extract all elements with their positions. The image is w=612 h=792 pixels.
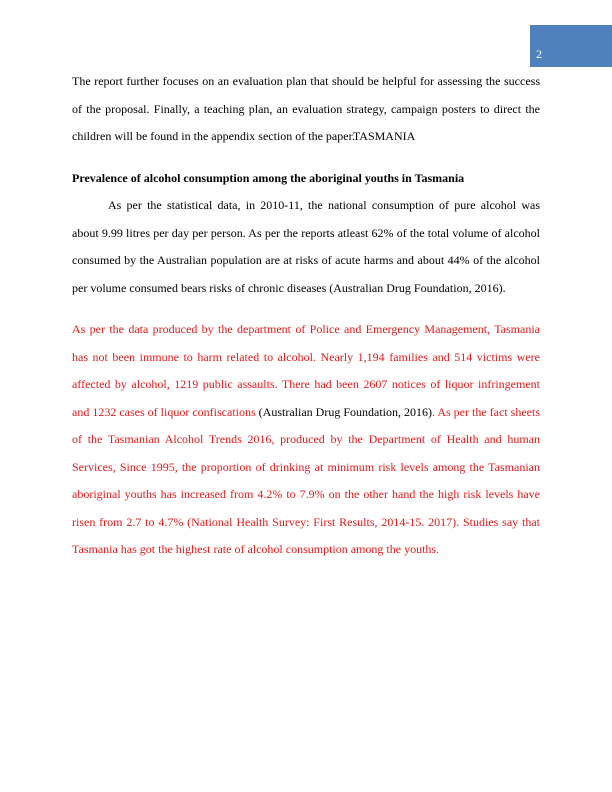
section-heading: Prevalence of alcohol consumption among the aboriginal youths in Tasmania xyxy=(72,170,465,185)
document-body xyxy=(72,68,540,564)
page-number-box xyxy=(530,25,612,67)
paragraph-intro xyxy=(72,68,540,151)
citation-text: (Australian Drug Foundation, 2016) xyxy=(255,404,432,419)
page-number: 2 xyxy=(536,47,542,61)
paragraph-highlighted xyxy=(72,316,540,564)
overlapping-text: TASMANIA xyxy=(352,129,416,143)
paragraph-statistics: As per the statistical data, in 2010-11, the national consumption of pure alcohol was about 9.99 litres per day per person. As per the reports atleast 62% of the total volume of alcohol consumed by the Australian population are at risks of acute harms and about 44% of the alcohol per volume consumed bears risks of chronic diseases (Australian Drug Foundation, 2016). xyxy=(72,198,540,295)
highlighted-text-part-2: . As per the fact sheets of the Tasmanian Alcohol Trends 2016, produced by the Department of Health and human Services, Since 1995, the proportion of drinking at minimum risk levels among the Tasmanian aboriginal youths has increased from 4.2% to 7.9% on the other hand the high risk levels have risen from 2.7 to 4.7% (National Health Survey: First Results, 2014-15. 2017). Studies say that Tasmania has got the highest rate of alcohol consumption among the youths. xyxy=(72,404,540,556)
highlighted-text-part-1: As per the data produced by the department of Police and Emergency Management, Tasmania has not been immune to harm related to alcohol. Nearly 1,194 families and 514 victims were affected by alcohol, 1219 public assaults. There had been 2607 notices of liquor infringement and 1232 cases of liquor confiscations xyxy=(72,322,540,419)
paragraph-intro-text: The report further focuses on an evaluation plan that should be helpful for assessing the success of the proposal. Finally, a teaching plan, an evaluation strategy, campaign posters to direct the children will be found in the appendix section of the paper. xyxy=(72,74,540,143)
